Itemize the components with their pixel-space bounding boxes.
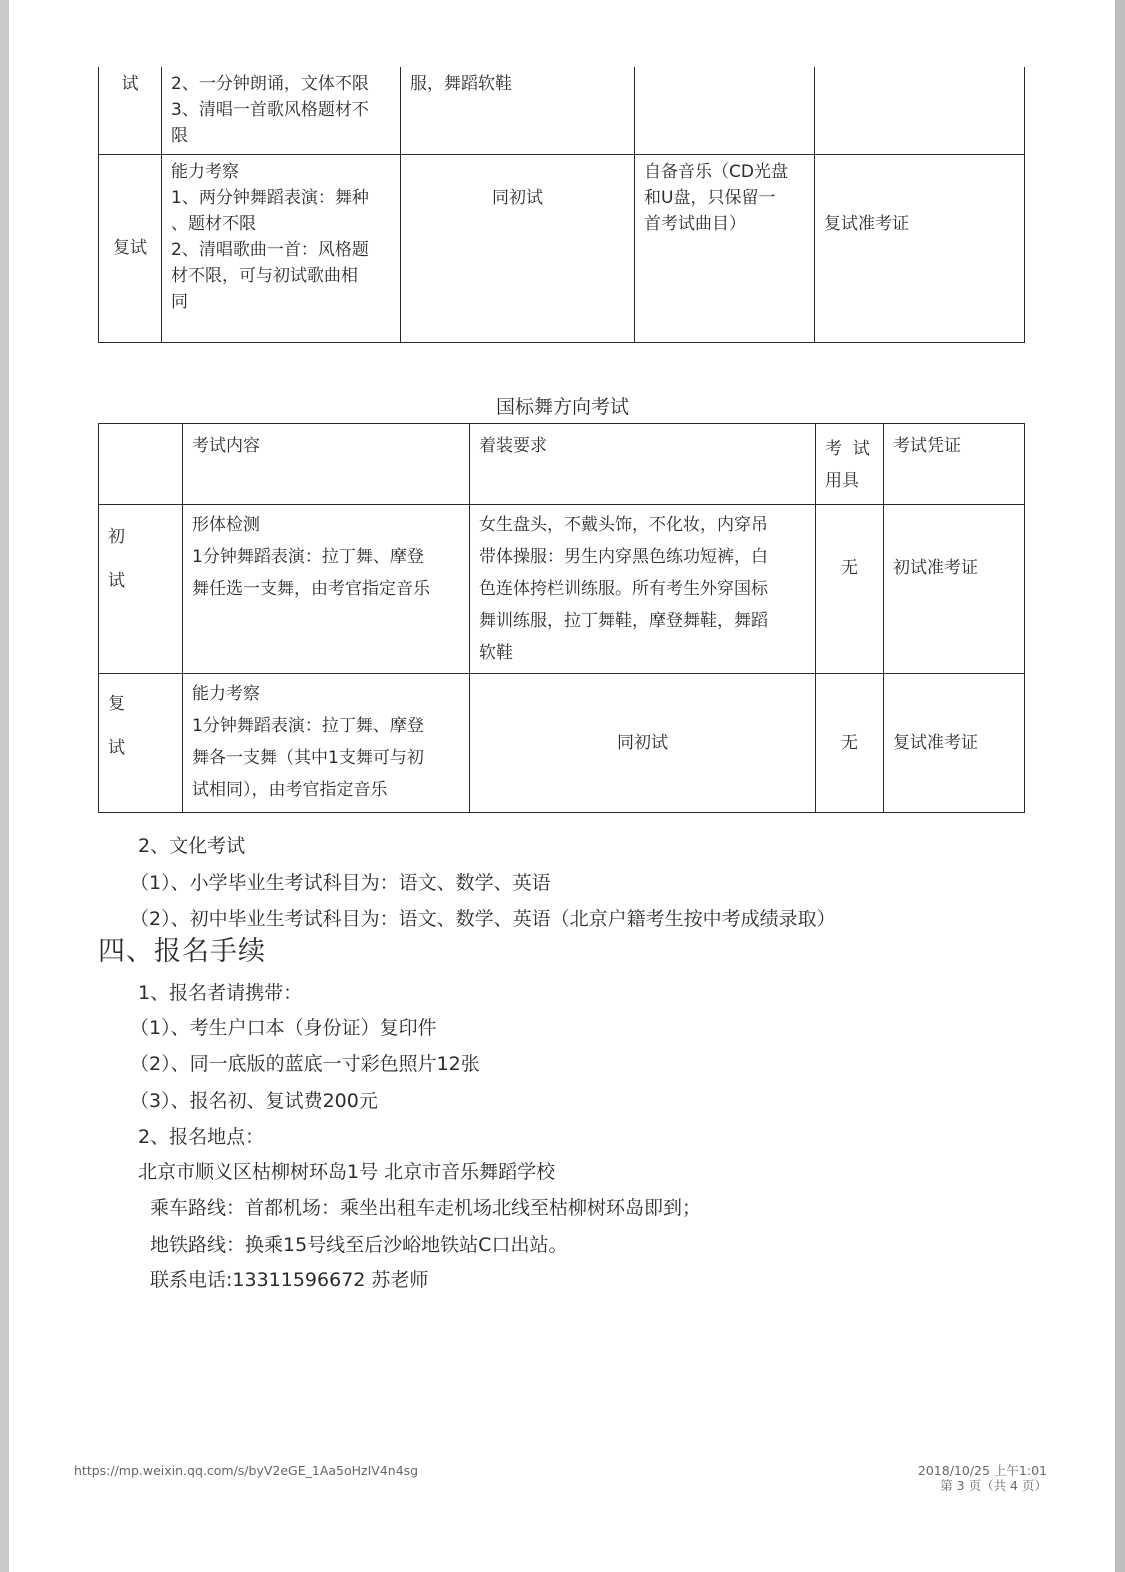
address: 北京市顺义区枯柳树环岛1号 北京市音乐舞蹈学校 — [138, 1161, 556, 1183]
table-row — [99, 67, 1025, 154]
bring-heading: 1、报名者请携带： — [138, 982, 303, 1004]
table-header-row — [99, 424, 1025, 505]
exam-table-continued — [98, 67, 1025, 343]
tools-cell: 无 — [816, 505, 884, 674]
tools-cell: 自备音乐（CD光盘 和U盘，只保留一 首考试曲目） — [635, 154, 815, 342]
content-cell: 能力考察 1分钟舞蹈表演：拉丁舞、摩登 舞各一支舞（其中1支舞可与初 试相同），由考官指定音乐 — [183, 674, 470, 813]
culture-heading: 2、文化考试 — [138, 835, 246, 857]
credential-cell: 复试准考证 — [884, 674, 1025, 813]
contact: 联系电话:13311596672 苏老师 — [150, 1269, 429, 1291]
header-credential: 考试凭证 — [884, 424, 1025, 505]
tools-cell — [635, 67, 815, 154]
subway-route: 地铁路线：换乘15号线至后沙峪地铁站C口出站。 — [150, 1234, 568, 1256]
header-stage — [99, 424, 183, 505]
bring-item: （1）、考生户口本（身份证）复印件 — [130, 1017, 437, 1039]
stage-cell: 初 试 — [99, 505, 183, 674]
credential-cell: 复试准考证 — [815, 154, 1025, 342]
attire-cell: 女生盘头，不戴头饰，不化妆，内穿吊 带体操服：男生内穿黑色练功短裤，白 色连体挎栏训练服。所有考生外穿国标 舞训练服，拉丁舞鞋，摩登舞鞋，舞蹈 软鞋 — [470, 505, 816, 674]
culture-item: （2）、初中毕业生考试科目为：语文、数学、英语（北京户籍考生按中考成绩录取） — [130, 908, 836, 930]
attire-cell: 同初试 — [401, 154, 635, 342]
content-cell: 能力考察 1、两分钟舞蹈表演：舞种 、题材不限 2、清唱歌曲一首：风格题 材不限，可与初试歌曲相 同 — [162, 154, 401, 342]
stage-cell: 复 试 — [99, 674, 183, 813]
credential-cell: 初试准考证 — [884, 505, 1025, 674]
footer-datetime: 2018/10/25 上午1:01 — [917, 1463, 1047, 1478]
header-content: 考试内容 — [183, 424, 470, 505]
bus-route: 乘车路线：首都机场：乘坐出租车走机场北线至枯柳树环岛即到； — [150, 1197, 702, 1219]
footer-page-info: 第 3 页（共 4 页） — [940, 1478, 1047, 1493]
header-tools: 考 试 用具 — [816, 424, 884, 505]
table-row — [99, 674, 1025, 813]
content-cell: 形体检测 1分钟舞蹈表演：拉丁舞、摩登 舞任选一支舞，由考官指定音乐 — [183, 505, 470, 674]
tools-cell: 无 — [816, 674, 884, 813]
stage-cell: 试 — [99, 67, 162, 154]
location-heading: 2、报名地点： — [138, 1126, 265, 1148]
ballroom-exam-table — [98, 423, 1025, 813]
bring-item: （2）、同一底版的蓝底一寸彩色照片12张 — [130, 1053, 480, 1075]
table-row — [99, 505, 1025, 674]
attire-cell: 服，舞蹈软鞋 — [401, 67, 635, 154]
table-title: 国标舞方向考试 — [495, 396, 629, 418]
section-heading: 四、报名手续 — [98, 936, 266, 967]
stage-cell: 复试 — [99, 154, 162, 342]
culture-item: （1）、小学毕业生考试科目为：语文、数学、英语 — [130, 872, 551, 894]
table-row — [99, 154, 1025, 342]
content-cell: 2、一分钟朗诵，文体不限 3、清唱一首歌风格题材不 限 — [162, 67, 401, 154]
bring-item: （3）、报名初、复试费200元 — [130, 1090, 378, 1112]
credential-cell — [815, 67, 1025, 154]
footer-url[interactable]: https://mp.weixin.qq.com/s/byV2eGE_1Aa5oHzIV4n4sg — [74, 1463, 419, 1478]
header-attire: 着装要求 — [470, 424, 816, 505]
page-edge — [1115, 0, 1125, 1572]
attire-cell: 同初试 — [470, 674, 816, 813]
